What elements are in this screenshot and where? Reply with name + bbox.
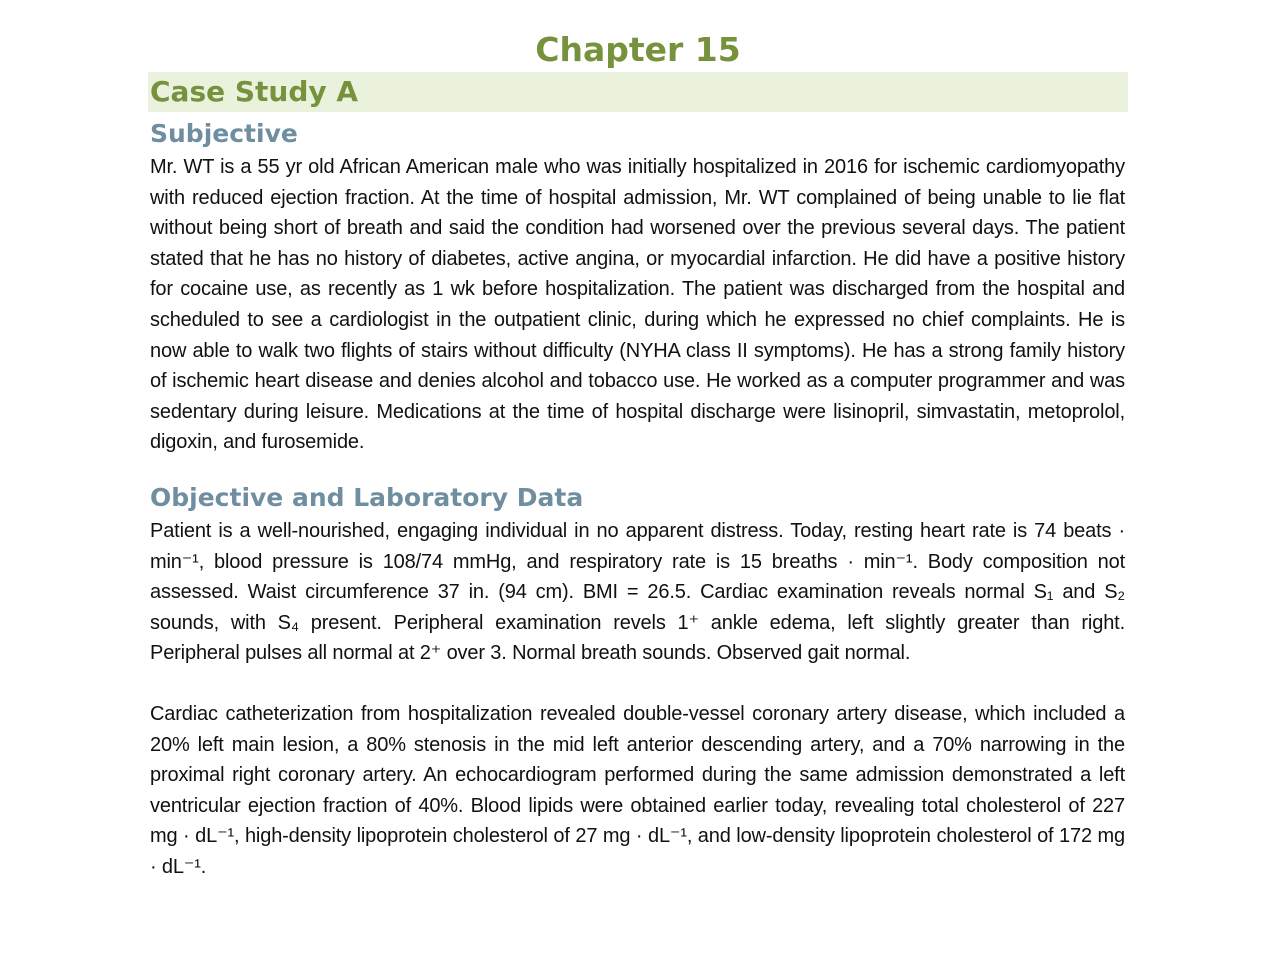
case-study-banner <box>148 72 1128 112</box>
subjective-paragraph: Mr. WT is a 55 yr old African American male who was initially hospitalized in 2016 for ischemic cardiomyopathy with reduced ejection fraction. At the time of hospital admission, Mr. WT complained of being unable to lie flat without being short of breath and said the condition had worsened over the previous several days. The patient stated that he has no history of diabetes, active angina, or myocardial infarction. He did have a positive history for cocaine use, as recently as 1 wk before hospitalization. The patient was discharged from the hospital and scheduled to see a cardiologist in the outpatient clinic, during which he expressed no chief complaints. He is now able to walk two flights of stairs without difficulty (NYHA class II symptoms). He has a strong family history of ischemic heart disease and denies alcohol and tobacco use. He worked as a computer programmer and was sedentary during leisure. Medications at the time of hospital discharge were lisinopril, simvastatin, metoprolol, digoxin, and furosemide. <box>150 156 1125 454</box>
subjective-heading: Subjective <box>150 119 298 148</box>
document-page <box>148 28 1128 882</box>
chapter-title: Chapter 15 <box>535 30 741 69</box>
objective-paragraph: Patient is a well-nourished, engaging individual in no apparent distress. Today, resting heart rate is 74 beats · min⁻¹, blood pressure is 108/74 mmHg, and respiratory rate is 15 breaths · min⁻¹. Body composition not assessed. Waist circumference 37 in. (94 cm). BMI = 26.5. Cardiac examination reveals normal S₁ and S₂ sounds, with S₄ present. Peripheral examination revels 1⁺ ankle edema, left slightly greater than right. Peripheral pulses all normal at 2⁺ over 3. Normal breath sounds. Observed gait normal. <box>150 519 1125 665</box>
case-study-title: Case Study A <box>150 75 359 108</box>
objective-heading: Objective and Laboratory Data <box>150 482 584 512</box>
cardiac-catheterization-paragraph: Cardiac catheterization from hospitalization revealed double-vessel coronary artery disease, which included a 20% left main lesion, a 80% stenosis in the mid left anterior descending artery, and a 70% narrowing in the proximal right coronary artery. An echocardiogram performed during the same admission demonstrated a left ventricular ejection fraction of 40%. Blood lipids were obtained earlier today, revealing total cholesterol of 227 mg · dL⁻¹, high-density lipoprotein cholesterol of 27 mg · dL⁻¹, and low-density lipoprotein cholesterol of 172 mg · dL⁻¹. <box>150 702 1125 878</box>
